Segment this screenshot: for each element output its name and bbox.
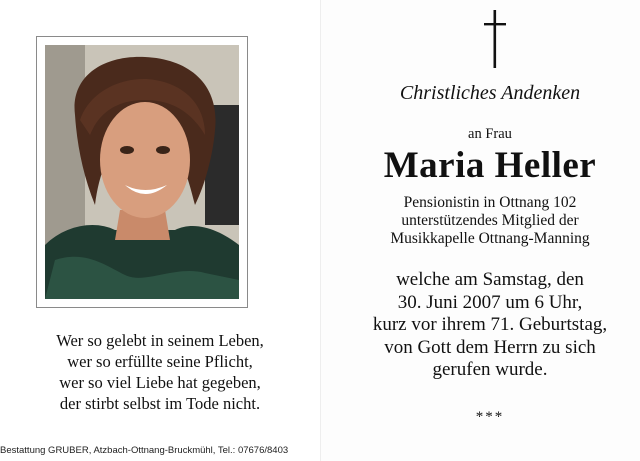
portrait-photo-frame (36, 36, 248, 308)
memorial-poem (14, 330, 306, 414)
card-subtitle: Christliches Andenken (399, 82, 581, 104)
closing-stars: *** (475, 409, 505, 425)
deceased-description (340, 194, 640, 248)
poem-line: Wer so gelebt in seinem Leben, (56, 331, 264, 350)
salutation: an Frau (468, 126, 512, 142)
funeral-home-footer: Bestattung GRUBER, Atzbach-Ottnang-Bruckmühl, Tel.: 07676/8403 (0, 445, 289, 456)
poem-line: wer so viel Liebe hat gegeben, (59, 373, 261, 392)
death-notice-line: gerufen wurde. (432, 359, 548, 380)
description-line: Musikkapelle Ottnang-Manning (390, 230, 590, 247)
death-notice-line: welche am Samstag, den (396, 269, 584, 290)
description-line: Pensionistin in Ottnang 102 (403, 194, 577, 211)
description-line: unterstützendes Mitglied der (401, 212, 579, 229)
deceased-name: Maria Heller (383, 145, 597, 186)
poem-line: wer so erfüllte seine Pflicht, (67, 352, 253, 371)
death-notice (340, 269, 640, 382)
latin-cross-icon (484, 10, 506, 68)
poem-line: der stirbt selbst im Tode nicht. (59, 394, 261, 413)
death-notice-line: 30. Juni 2007 um 6 Uhr, (397, 291, 583, 313)
card-fold-divider (320, 0, 321, 461)
death-notice-line: kurz vor ihrem 71. Geburtstag, (372, 314, 608, 335)
portrait-illustration (45, 45, 239, 299)
portrait-photo (45, 45, 239, 299)
death-notice-line: von Gott dem Herrn zu sich (384, 336, 596, 358)
